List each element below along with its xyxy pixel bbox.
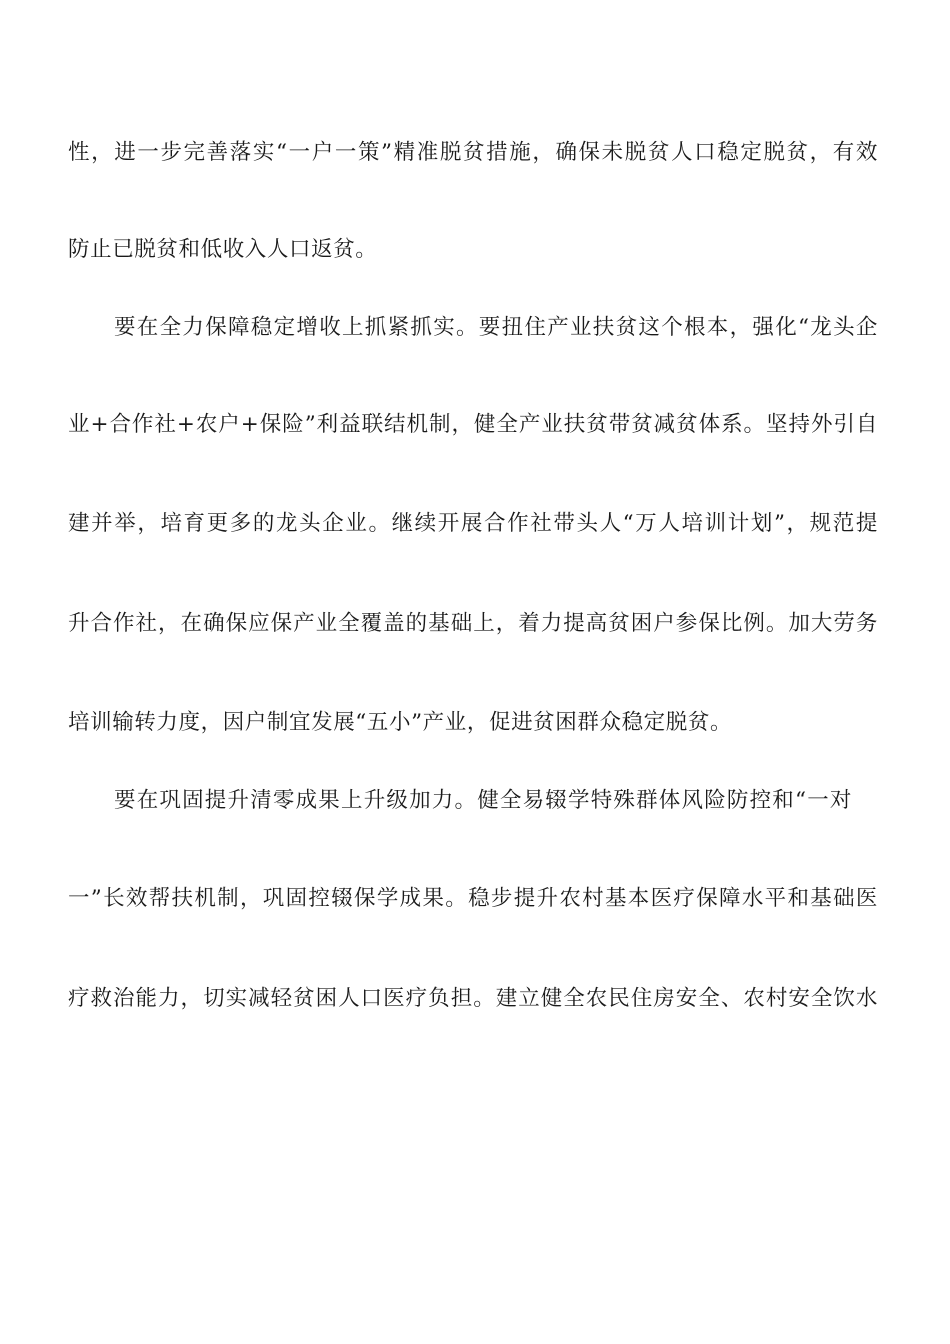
paragraph-start-line: 要在全力保障稳定增收上抓紧抓实。要扭住产业扶贫这个根本，强化“龙头企 xyxy=(114,315,878,340)
text-line: 疗救治能力，切实减轻贫困人口医疗负担。建立健全农民住房安全、农村安全饮水 xyxy=(68,986,878,1011)
paragraph-start-line: 要在巩固提升清零成果上升级加力。健全易辍学特殊群体风险防控和“一对 xyxy=(114,788,852,813)
text-line: 升合作社，在确保应保产业全覆盖的基础上，着力提高贫困户参保比例。加大劳务 xyxy=(68,611,878,636)
text-line: 防止已脱贫和低收入人口返贫。 xyxy=(68,237,378,262)
text-line: 性，进一步完善落实“一户一策”精准脱贫措施，确保未脱贫人口稳定脱贫，有效 xyxy=(68,140,878,165)
text-line: 建并举，培育更多的龙头企业。继续开展合作社带头人“万人培训计划”，规范提 xyxy=(68,511,878,536)
text-line: 业+合作社+农户+保险”利益联结机制，健全产业扶贫带贫减贫体系。坚持外引自 xyxy=(68,412,878,437)
text-line: 培训输转力度，因户制宜发展“五小”产业，促进贫困群众稳定脱贫。 xyxy=(68,710,733,735)
text-line: 一”长效帮扶机制，巩固控辍保学成果。稳步提升农村基本医疗保障水平和基础医 xyxy=(68,886,878,911)
